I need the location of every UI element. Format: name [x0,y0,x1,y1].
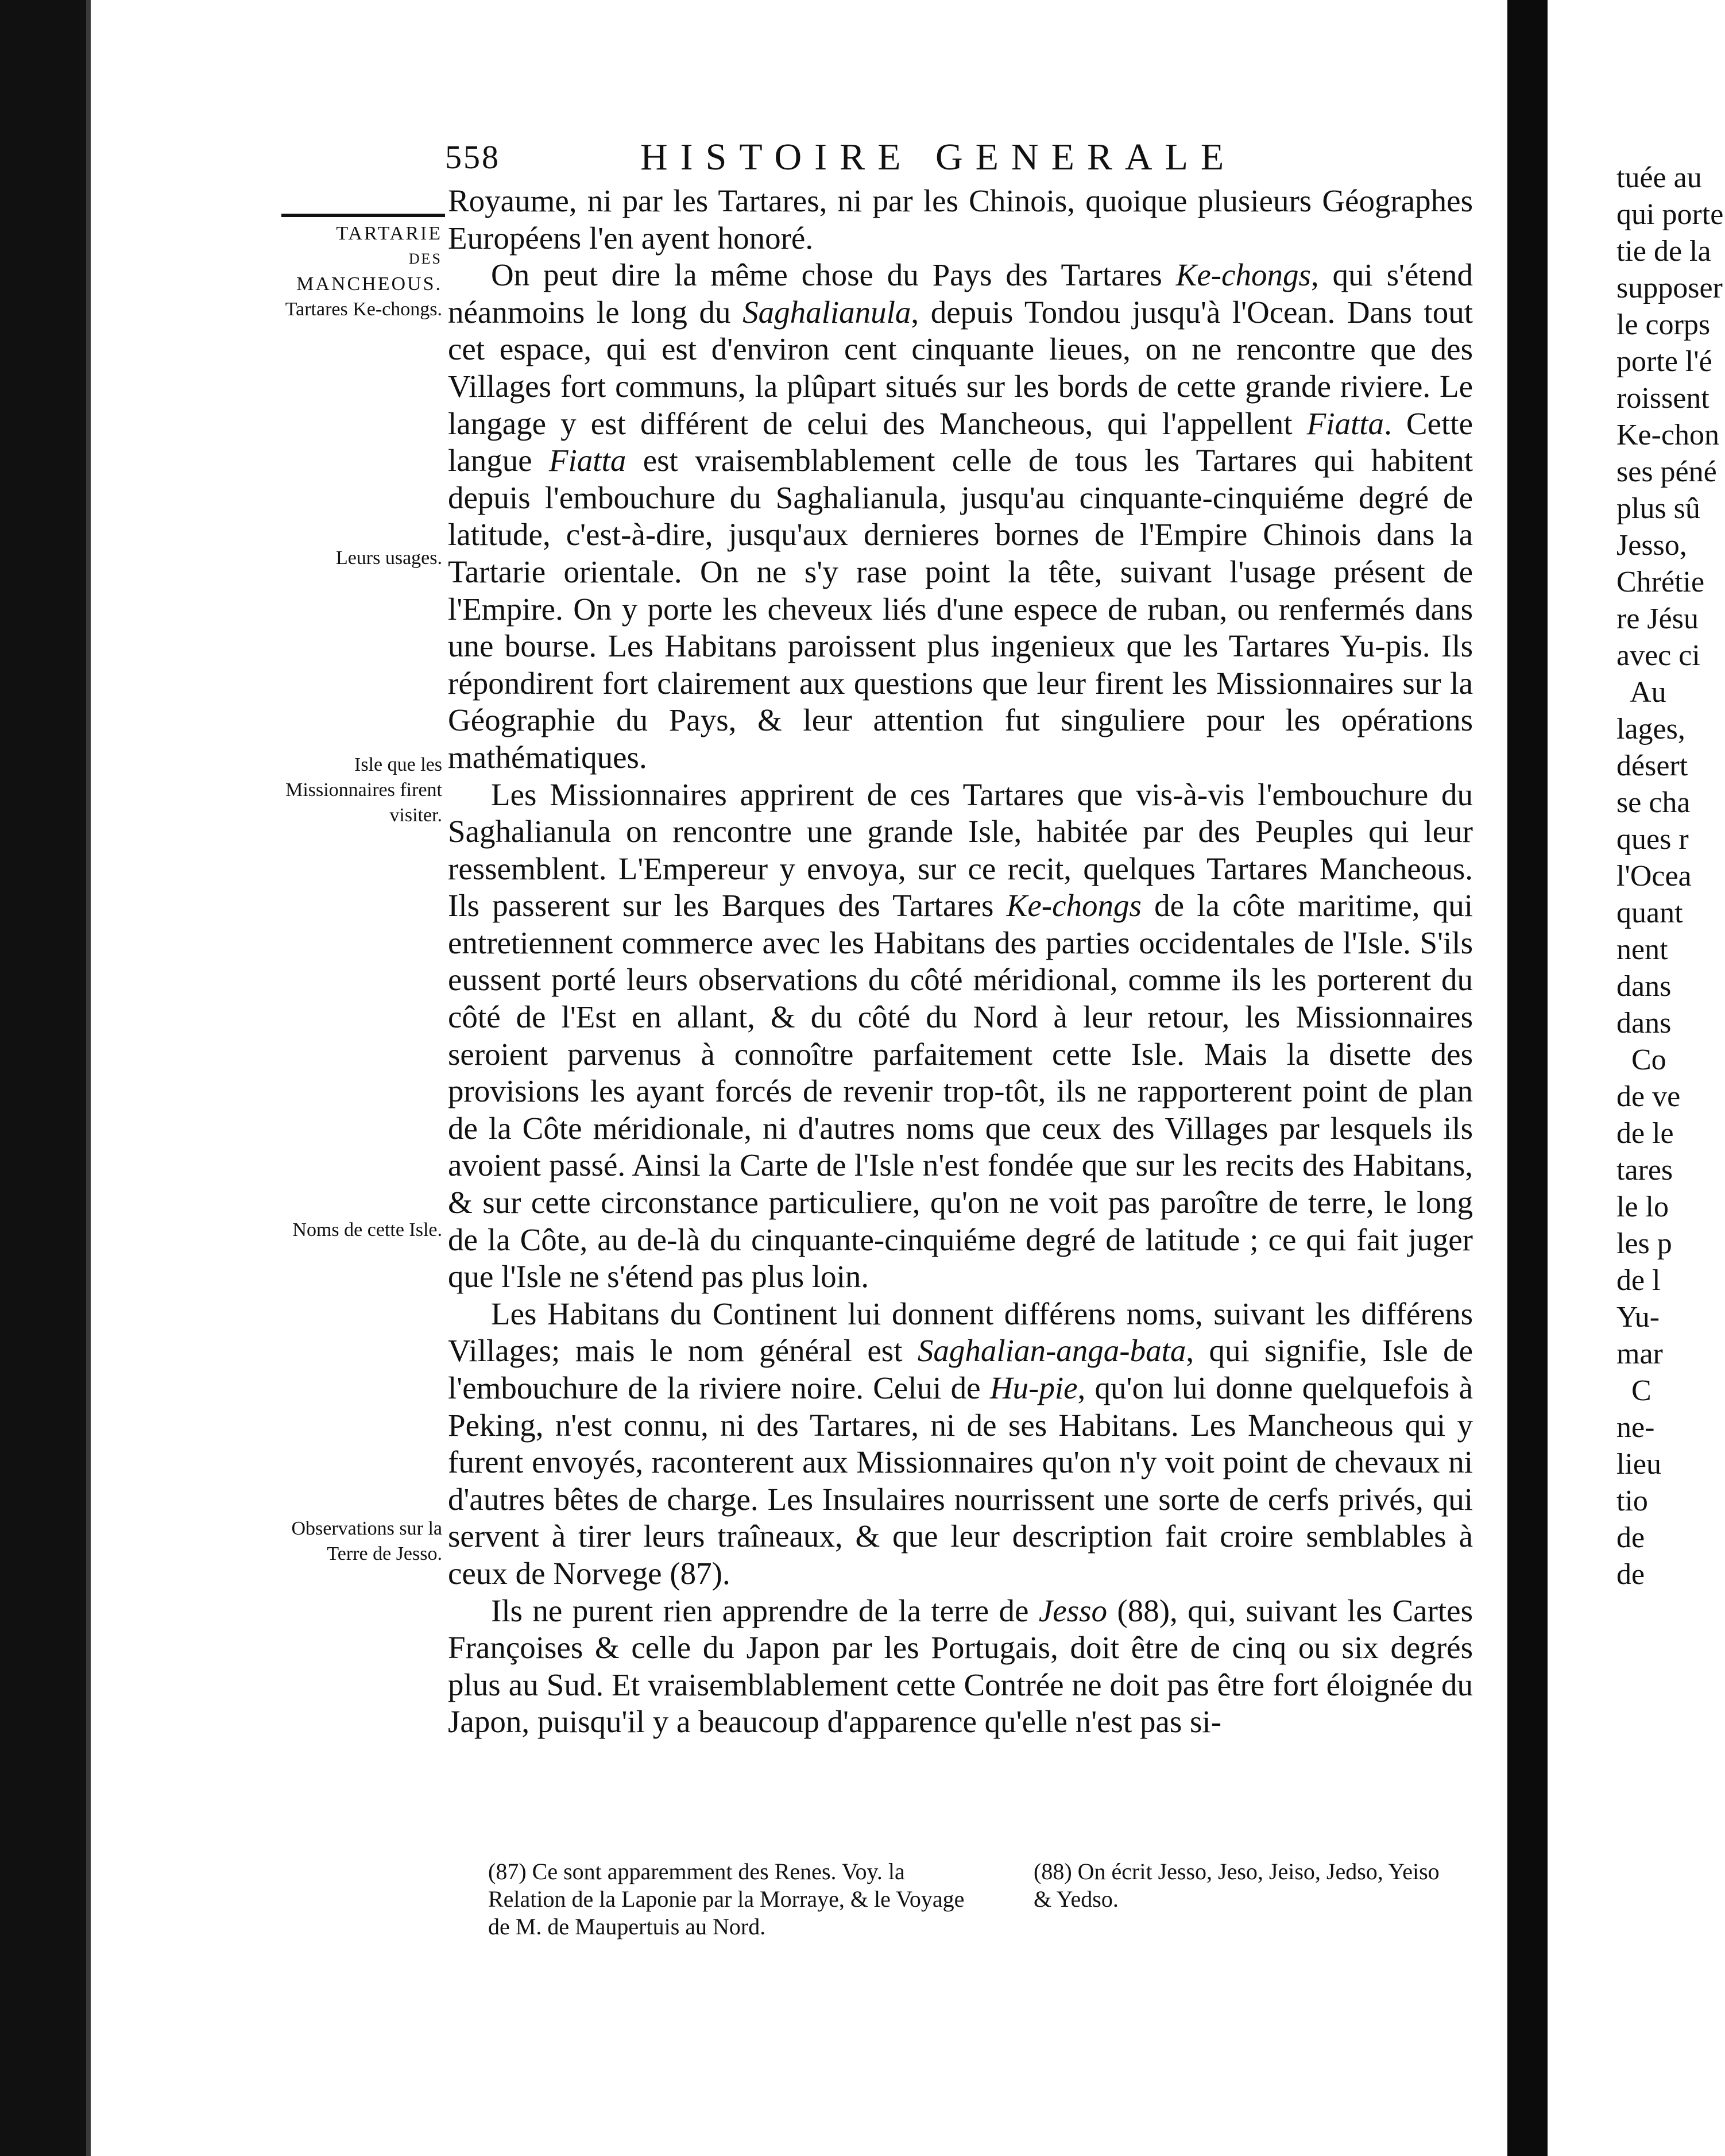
page-number: 558 [445,138,500,176]
paragraph-1: Royaume, ni par les Tartares, ni par les Chinois, quoique plusieurs Géographes Européens l'en ayent honoré. [448,183,1473,256]
body-text [448,183,1473,1741]
p4-text-a: Les Habitans du Continent lui donnent différens noms, suivant les différens Villages; mais le nom général est [448,1296,1473,1369]
p2-text-d: . Cette langue [448,405,1473,478]
margin-section-title [270,221,442,322]
p2-italic-ke-chongs: Ke-chongs [1175,257,1311,293]
p2-italic-fiatta-2: Fiatta [548,443,626,478]
p4-text-c: , qu'on lui donne quelquefois à Peking, n'est connu, ni des Tartares, ni de ses Habitans. Les Mancheous qui y furent envoyés, raconterent aux Missionnaires qu'on n'y voit point de chevaux ni d'autres bêtes de charge. Les Insulaires nourrissent une sorte de cerfs privés, qui servent à tirer leurs traîneaux, & que leur description fait croire semblables à ceux de Norvege (87). [448,1370,1473,1591]
p4-text-b: , qui signifie, Isle de l'embouchure de la riviere noire. Celui de [448,1333,1473,1405]
margin-note-usages: Leurs usages. [335,547,442,569]
section-rule [281,214,445,217]
margin-title-line-1: TARTARIE [336,223,442,244]
book-spine [0,0,86,2156]
p5-text-a: Ils ne purent rien apprendre de la terre de [491,1593,1039,1628]
right-page-fragment [1548,0,1725,2156]
margin-note-isle: Isle que les Missionnaires firent visiter. [285,754,442,826]
footnote-88: (88) On écrit Jesso, Jeso, Jeiso, Jedso, Yeiso & Yedso. [1034,1859,1440,1912]
paragraph-5 [448,1593,1473,1741]
right-page-text: tuée au qui porte tie de la supposer le corps porte l'é roissent Ke-chon ses péné plus sû Jesso, Chrétie re Jésu avec ci Au lages, désert se cha ques r l'Ocea quant nent dans dans Co de ve de le tares le lo les p de l Yu- mar C ne- lieu tio de de [1616,161,1724,1591]
p4-italic-hu-pie: Hu-pie [989,1370,1078,1405]
p2-text-b: , qui s'étend néanmoins le long du [448,257,1473,330]
margin-note-jesso: Observations sur la Terre de Jesso. [291,1518,442,1564]
p3-italic-ke-chongs: Ke-chongs [1006,888,1142,924]
p2-text-c: , depuis Tondou jusqu'à l'Ocean. Dans tout cet espace, qui est d'environ cent cinquante lieues, on ne rencontre que des Villages fort communs, la plûpart situés sur les bords de cette grande riviere. Le langage y est différent de celui des Mancheous, qui l'appellent [448,294,1473,441]
margin-note-noms: Noms de cette Isle. [292,1219,442,1241]
p5-text-b: (88), qui, suivant les Cartes Françoises & celle du Japon par les Portugais, doit être de cinq ou six degrés plus au Sud. Et vraisemblablement cette Contrée ne doit pas être fort éloignée du Japon, puisqu'il y a beaucoup d'apparence qu'elle n'est pas si- [448,1593,1473,1740]
margin-title-line-3: MANCHEOUS. [296,273,442,295]
p2-italic-saghalianula: Saghalianula [742,294,911,330]
p2-italic-fiatta-1: Fiatta [1306,405,1384,441]
paragraph-3 [448,776,1473,1296]
p3-text-b: de la côte maritime, qui entretiennent commerce avec les Habitans des parties occidentales de l'Isle. S'ils eussent porté leurs observations du côté méridional, comme ils les porterent du côté de l'Est en allant, & du côté du Nord à leur retour, les Missionnaires seroient parvenus à connoître parfaitement cette Isle. Mais la disette des provisions les ayant forcés de revenir trop-tôt, ils ne rapporterent point de plan de la Côte méridionale, ni d'autres noms que ceux des Villages par lesquels ils avoient passé. Ainsi la Carte de l'Isle n'est fondée que sur les recits des Habitans, & sur cette circonstance particuliere, qu'on ne voit pas paroître de terre, le long de la Côte, au de-là du cinquante-cinquiéme degré de latitude ; ce qui fait juger que l'Isle ne s'étend pas plus loin. [448,888,1473,1295]
paragraph-2 [448,257,1473,776]
p5-italic-jesso: Jesso [1038,1593,1107,1628]
margin-title-line-2: DES [408,250,442,267]
paragraph-4 [448,1296,1473,1593]
spine-edge [86,0,91,2156]
footnote-87: (87) Ce sont apparemment des Renes. Voy. la Relation de la Laponie par la Morraye, & le Voyage de M. de Maupertuis au Nord. [488,1859,965,1939]
p2-text-e: est vraisemblablement celle de tous les Tartares qui habitent depuis l'embouchure du Saghalianula, jusqu'au cinquante-cinquiéme degré de latitude, c'est-à-dire, jusqu'aux dernieres bornes de l'Empire Chinois dans la Tartarie orientale. On ne s'y rase point la tête, suivant l'usage présent de l'Empire. On y porte les cheveux liés d'une espece de ruban, ou renfermés dans une bourse. Les Habitans paroissent plus ingenieux que les Tartares Yu-pis. Ils répondirent fort clairement aux questions que leur firent les Missionnaires sur la Géographie du Pays, & leur attention fut singuliere pour les opérations mathématiques. [448,443,1473,775]
p2-text-a: On peut dire la même chose du Pays des Tartares [491,257,1176,293]
p4-italic-saghalian: Saghalian-anga-bata [917,1333,1186,1369]
margin-note-ke-chongs: Tartares Ke-chongs. [285,299,442,320]
book-gutter [1507,0,1548,2156]
running-title: HISTOIRE GENERALE [640,136,1237,178]
p3-text-a: Les Missionnaires apprirent de ces Tartares que vis-à-vis l'embouchure du Saghalianula on rencontre une grande Isle, habitée par des Peuples qui leur ressemblent. L'Empereur y envoya, sur ce recit, quelques Tartares Mancheous. Ils passerent sur les Barques des Tartares [448,776,1473,924]
